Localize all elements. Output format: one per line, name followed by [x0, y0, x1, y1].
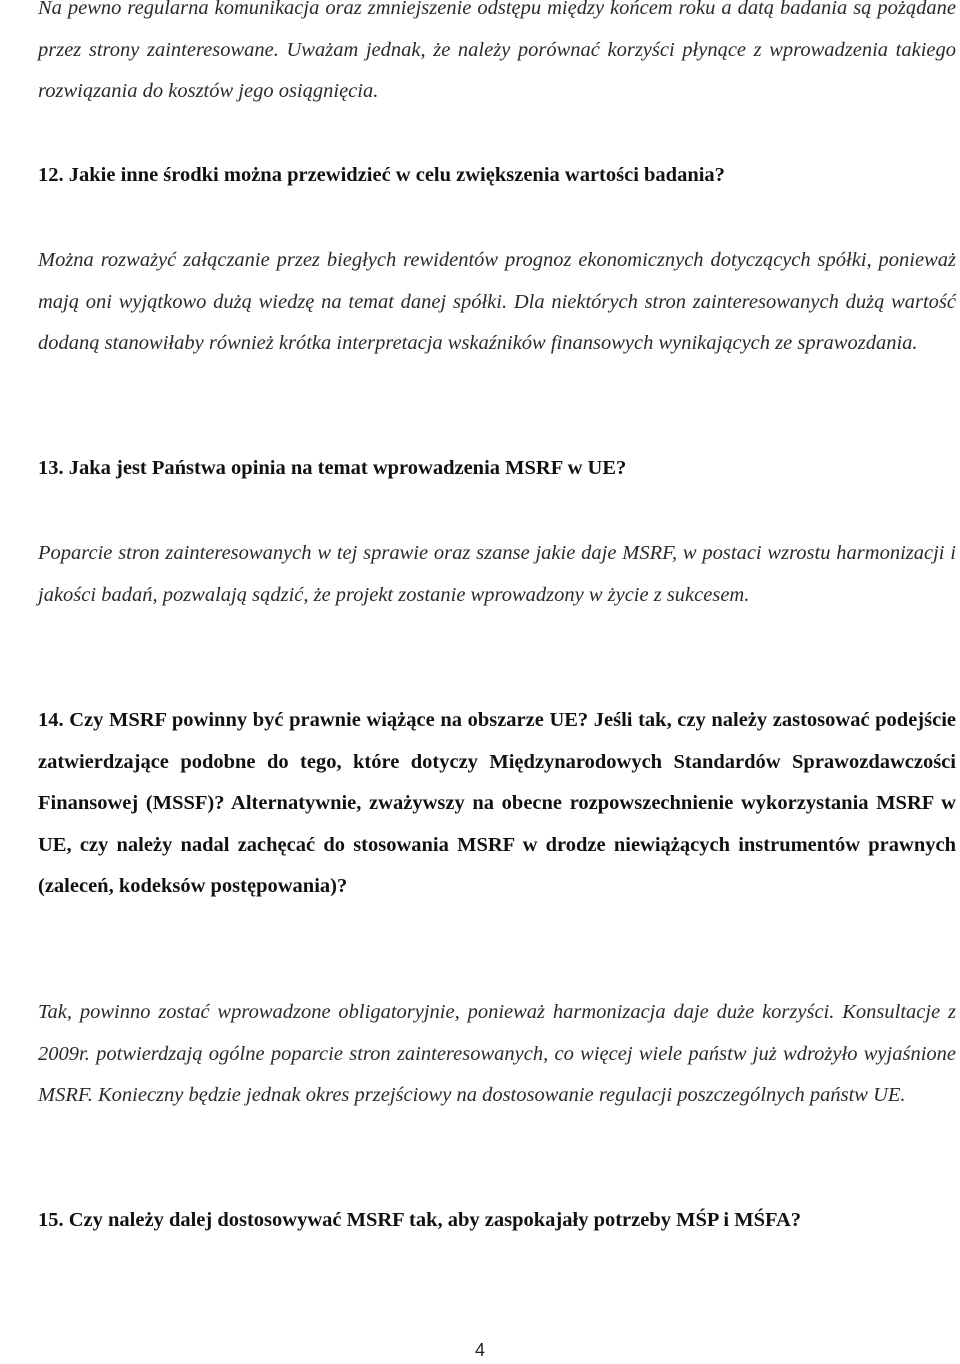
question-15: [38, 1200, 956, 1242]
question-text: Czy MSRF powinny być prawnie wiążące na obszarze UE? Jeśli tak, czy należy zastosować podejście zatwierdzające podobne do tego, które dotyczy Międzynarodowych Standardów Sprawozdawczości Finansowej (MSSF)? Alternatywnie, zważywszy na obecne rozpowszechnienie wykorzystania MSRF w UE, czy należy nadal zachęcać do stosowania MSRF w drodze niewiążących instrumentów prawnych (zaleceń, kodeksów postępowania)?: [38, 709, 956, 897]
question-number: 14.: [38, 709, 64, 731]
question-13: [38, 448, 956, 490]
question-12: [38, 155, 956, 197]
question-number: 15.: [38, 1209, 64, 1231]
answer-paragraph-11: Na pewno regularna komunikacja oraz zmniejszenie odstępu między końcem roku a datą badania są pożądane przez strony zainteresowane. Uważam jednak, że należy porównać korzyści płynące z wprowadzenia takiego rozwiązania do kosztów jego osiągnięcia.: [38, 0, 956, 102]
question-14: [38, 700, 956, 908]
page-number: 4: [474, 1340, 485, 1360]
question-number: 13.: [38, 457, 64, 479]
question-text: Jaka jest Państwa opinia na temat wprowadzenia MSRF w UE?: [68, 457, 627, 479]
question-text: Czy należy dalej dostosowywać MSRF tak, aby zaspokajały potrzeby MŚP i MŚFA?: [68, 1209, 802, 1231]
question-text: Jakie inne środki można przewidzieć w celu zwiększenia wartości badania?: [68, 164, 725, 186]
question-number: 12.: [38, 164, 64, 186]
answer-paragraph-14: Tak, powinno zostać wprowadzone obligatoryjnie, ponieważ harmonizacja daje duże korzyści. Konsultacje z 2009r. potwierdzają ogólne poparcie stron zainteresowanych, co więcej wiele państw już wdrożyło wyjaśnione MSRF. Konieczny będzie jednak okres przejściowy na dostosowanie regulacji poszczególnych państw UE.: [38, 1001, 956, 1106]
answer-paragraph-13: Poparcie stron zainteresowanych w tej sprawie oraz szanse jakie daje MSRF, w postaci wzrostu harmonizacji i jakości badań, pozwalają sądzić, że projekt zostanie wprowadzony w życie z sukcesem.: [38, 542, 956, 606]
answer-paragraph-12: Można rozważyć załączanie przez biegłych rewidentów prognoz ekonomicznych dotyczących spółki, ponieważ mają oni wyjątkowo dużą wiedzę na temat danej spółki. Dla niektórych stron zainteresowanych dużą wartość dodaną stanowiłaby również krótka interpretacja wskaźników finansowych wynikających ze sprawozdania.: [38, 249, 956, 354]
